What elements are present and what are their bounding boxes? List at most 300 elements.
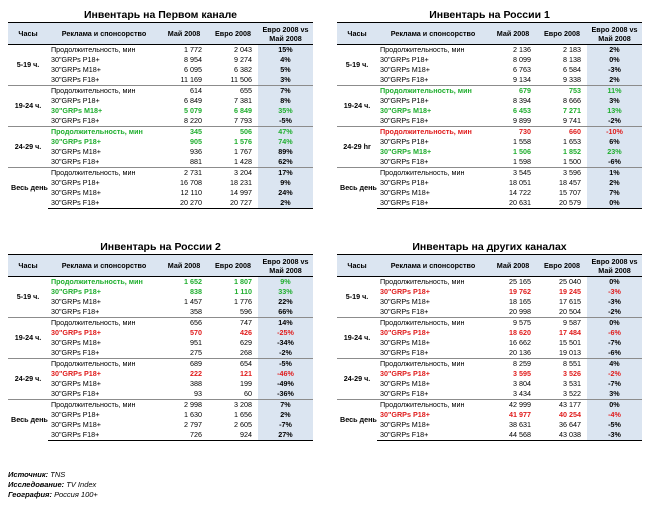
table-row [337, 400, 642, 411]
row-label: 30"GRPs M18+ [380, 379, 430, 388]
value-pct-change: -6% [587, 157, 642, 168]
value-euro: 1 428 [234, 157, 252, 166]
value-pct-change: -3% [587, 287, 642, 297]
value-euro: 3 596 [537, 168, 587, 179]
value-euro: 1 653 [563, 137, 581, 146]
table-row [337, 348, 642, 359]
header-may: Май 2008 [489, 255, 537, 277]
header-hours: Часы [8, 23, 48, 45]
row-label: Продолжительность, мин [48, 168, 160, 179]
value-pct-change: 33% [258, 287, 313, 297]
geo-label: География: [8, 490, 52, 499]
value-pct-change: -36% [258, 389, 313, 400]
row-label: 30"GRPs F18+ [51, 75, 100, 84]
table-row [8, 168, 313, 179]
value-pct-change: 23% [587, 147, 642, 157]
table-row [8, 55, 313, 65]
value-pct-change: 24% [258, 188, 313, 198]
panel-title: Инвентарь на России 1 [429, 9, 550, 21]
time-slot-label: Весь день [337, 400, 377, 441]
value-pct-change: -6% [587, 328, 642, 338]
row-label: 30"GRPs F18+ [48, 430, 160, 441]
table-row [337, 127, 642, 138]
panel-russia-2 [8, 240, 313, 441]
table-row [8, 307, 313, 318]
value-pct-change: -46% [258, 369, 313, 379]
value-pct-change: 11% [587, 86, 642, 97]
value-euro: 3 531 [563, 379, 581, 388]
value-may: 1 598 [513, 157, 531, 166]
time-slot-label: 24-29 ч. [337, 359, 377, 400]
time-slot-label: 24-29 hr [337, 127, 377, 168]
table-row [8, 430, 313, 441]
value-euro: 1 656 [234, 410, 252, 419]
table-row [337, 137, 642, 147]
row-label: Продолжительность, мин [377, 168, 489, 179]
value-pct-change: 7% [587, 188, 642, 198]
row-label: Продолжительность, мин [377, 277, 489, 288]
table-row [8, 127, 313, 138]
table-row [8, 389, 313, 400]
value-euro: 3 204 [208, 168, 258, 179]
value-may: 570 [190, 328, 202, 337]
row-label: 30"GRPs F18+ [380, 75, 429, 84]
table-row [8, 410, 313, 420]
value-euro: 655 [208, 86, 258, 97]
value-pct-change: 22% [258, 297, 313, 307]
row-label: 30"GRPs M18+ [51, 147, 101, 156]
value-euro: 19 013 [559, 348, 581, 357]
value-may: 1 506 [513, 147, 531, 156]
value-euro: 1 767 [234, 147, 252, 156]
value-may: 16 708 [180, 178, 202, 187]
value-euro: 6 849 [234, 106, 252, 115]
header-pct: Евро 2008 vs Май 2008 [587, 23, 642, 45]
header-hours: Часы [337, 23, 377, 45]
row-label: 30"GRPs F18+ [51, 157, 100, 166]
value-pct-change: 2% [587, 45, 642, 56]
value-euro: 1 807 [208, 277, 258, 288]
value-euro: 9 274 [234, 55, 252, 64]
table-row [8, 178, 313, 188]
value-may: 14 722 [509, 188, 531, 197]
value-euro: 924 [208, 430, 258, 441]
value-may: 20 631 [489, 198, 537, 209]
table-row [337, 369, 642, 379]
value-may: 2 797 [184, 420, 202, 429]
value-may: 9 899 [513, 116, 531, 125]
value-may: 9 134 [513, 75, 531, 84]
value-euro: 20 504 [559, 307, 581, 316]
value-euro: 1 500 [563, 157, 581, 166]
value-euro: 20 579 [537, 198, 587, 209]
panel-title: Инвентарь на Первом канале [84, 9, 237, 21]
source-notes [8, 470, 98, 500]
value-pct-change: 9% [258, 277, 313, 288]
row-label: 30"GRPs M18+ [380, 65, 430, 74]
row-label: 30"GRPs P18+ [380, 96, 429, 105]
research-value: TV Index [66, 480, 97, 489]
value-may: 93 [194, 389, 202, 398]
table-row [337, 379, 642, 389]
table-row [337, 359, 642, 370]
value-pct-change: 66% [258, 307, 313, 318]
row-label: 30"GRPs M18+ [380, 147, 432, 156]
table-row [8, 338, 313, 348]
value-euro: 3 208 [208, 400, 258, 411]
row-label: 30"GRPs P18+ [51, 410, 100, 419]
header-pct: Евро 2008 vs Май 2008 [587, 255, 642, 277]
row-label: Продолжительность, мин [48, 318, 160, 329]
inventory-table [337, 254, 642, 441]
value-euro: 629 [240, 338, 252, 347]
value-pct-change: 89% [258, 147, 313, 157]
value-may: 345 [160, 127, 208, 138]
value-euro: 18 231 [230, 178, 252, 187]
row-label: 30"GRPs P18+ [380, 287, 430, 296]
value-may: 689 [160, 359, 208, 370]
value-may: 20 136 [509, 348, 531, 357]
header-may: Май 2008 [160, 23, 208, 45]
value-euro: 7 381 [234, 96, 252, 105]
value-may: 6 453 [513, 106, 531, 115]
inventory-table [8, 254, 313, 441]
value-euro: 18 457 [559, 178, 581, 187]
value-euro: 11 506 [230, 75, 252, 84]
time-slot-label: 19-24 ч. [337, 86, 377, 127]
row-label: Продолжительность, мин [377, 86, 489, 97]
table-row [8, 188, 313, 198]
value-may: 8 099 [513, 55, 531, 64]
row-label: 30"GRPs M18+ [380, 106, 432, 115]
table-row [8, 86, 313, 97]
time-slot-label: 5-19 ч. [337, 277, 377, 318]
row-label: 30"GRPs P18+ [51, 178, 100, 187]
table-row [337, 430, 642, 441]
value-may: 38 631 [509, 420, 531, 429]
value-pct-change: 15% [258, 45, 313, 56]
value-euro: 654 [208, 359, 258, 370]
header-may: Май 2008 [160, 255, 208, 277]
value-may: 25 165 [489, 277, 537, 288]
row-label: 30"GRPs F18+ [51, 389, 100, 398]
header-pct: Евро 2008 vs Май 2008 [258, 255, 313, 277]
time-slot-label: Весь день [8, 168, 48, 209]
value-pct-change: 9% [258, 178, 313, 188]
row-label: 30"GRPs M18+ [51, 65, 101, 74]
value-pct-change: 47% [258, 127, 313, 138]
value-may: 1 652 [160, 277, 208, 288]
row-label: 30"GRPs P18+ [380, 328, 430, 337]
header-item: Реклама и спонсорство [377, 255, 489, 277]
value-may: 8 220 [184, 116, 202, 125]
row-label: Продолжительность, мин [377, 45, 489, 56]
value-may: 5 079 [184, 106, 202, 115]
table-row [8, 96, 313, 106]
row-label: 30"GRPs F18+ [380, 348, 429, 357]
row-label: 30"GRPs P18+ [51, 96, 100, 105]
time-slot-label: 24-29 ч. [8, 127, 48, 168]
header-hours: Часы [337, 255, 377, 277]
table-row [337, 328, 642, 338]
row-label: 30"GRPs M18+ [380, 188, 430, 197]
row-label: 30"GRPs M18+ [51, 420, 101, 429]
value-euro: 15 501 [559, 338, 581, 347]
value-euro: 7 271 [563, 106, 581, 115]
value-euro: 3 526 [563, 369, 581, 378]
row-label: 30"GRPs M18+ [51, 106, 103, 115]
table-row [8, 359, 313, 370]
value-euro: 7 793 [234, 116, 252, 125]
source-value: TNS [50, 470, 66, 479]
table-row [337, 277, 642, 288]
value-pct-change: 0% [587, 400, 642, 411]
value-euro: 43 177 [537, 400, 587, 411]
value-may: 388 [190, 379, 202, 388]
value-euro: 753 [537, 86, 587, 97]
value-pct-change: -5% [258, 359, 313, 370]
value-euro: 25 040 [537, 277, 587, 288]
table-row [8, 297, 313, 307]
row-label: 30"GRPs P18+ [380, 369, 430, 378]
value-euro: 8 551 [537, 359, 587, 370]
row-label: Продолжительность, мин [48, 127, 160, 138]
row-label: 30"GRPs M18+ [380, 297, 430, 306]
value-pct-change: -3% [587, 65, 642, 75]
row-label: 30"GRPs P18+ [380, 137, 429, 146]
value-may: 44 568 [489, 430, 537, 441]
value-pct-change: 35% [258, 106, 313, 116]
value-pct-change: -7% [258, 420, 313, 430]
value-pct-change: 7% [258, 400, 313, 411]
value-pct-change: 74% [258, 137, 313, 147]
row-label: 30"GRPs M18+ [51, 188, 101, 197]
value-may: 1 457 [184, 297, 202, 306]
row-label: 30"GRPs F18+ [380, 157, 429, 166]
panel-other-channels [337, 240, 642, 441]
row-label: 30"GRPs P18+ [380, 55, 429, 64]
value-may: 18 051 [509, 178, 531, 187]
row-label: 30"GRPs F18+ [48, 198, 160, 209]
panel-title: Инвентарь на других каналах [412, 241, 567, 253]
time-slot-label: 19-24 ч. [8, 318, 48, 359]
table-row [337, 157, 642, 168]
row-label: 30"GRPs F18+ [380, 116, 429, 125]
table-row [337, 287, 642, 297]
value-may: 2 136 [489, 45, 537, 56]
time-slot-label: 24-29 ч. [8, 359, 48, 400]
table-row [8, 157, 313, 168]
table-row [8, 45, 313, 56]
value-euro: 199 [240, 379, 252, 388]
value-euro: 6 584 [563, 65, 581, 74]
time-slot-label: Весь день [337, 168, 377, 209]
value-may: 6 095 [184, 65, 202, 74]
row-label: 30"GRPs F18+ [377, 430, 489, 441]
value-euro: 6 382 [234, 65, 252, 74]
value-euro: 506 [208, 127, 258, 138]
value-euro: 17 615 [559, 297, 581, 306]
header-euro: Евро 2008 [208, 23, 258, 45]
value-pct-change: -25% [258, 328, 313, 338]
value-pct-change: 13% [587, 106, 642, 116]
value-pct-change: 3% [587, 389, 642, 400]
row-label: 30"GRPs P18+ [51, 137, 101, 146]
table-row [337, 45, 642, 56]
value-euro: 1 852 [563, 147, 581, 156]
value-pct-change: 8% [258, 96, 313, 106]
row-label: 30"GRPs P18+ [380, 178, 429, 187]
table-row [8, 348, 313, 359]
value-pct-change: 14% [258, 318, 313, 329]
geo-value: Россия 100+ [54, 490, 98, 499]
value-may: 726 [160, 430, 208, 441]
value-pct-change: 3% [258, 75, 313, 86]
row-label: Продолжительность, мин [377, 127, 489, 138]
value-may: 18 620 [509, 328, 531, 337]
header-item: Реклама и спонсорство [48, 255, 160, 277]
value-pct-change: -6% [587, 348, 642, 359]
value-euro: 660 [537, 127, 587, 138]
table-row [337, 55, 642, 65]
value-pct-change: -2% [258, 348, 313, 359]
value-euro: 9 587 [537, 318, 587, 329]
table-row [8, 369, 313, 379]
value-euro: 1 776 [234, 297, 252, 306]
value-may: 20 998 [509, 307, 531, 316]
value-may: 1 558 [513, 137, 531, 146]
row-label: Продолжительность, мин [377, 400, 489, 411]
row-label: 30"GRPs P18+ [51, 369, 101, 378]
table-row [8, 65, 313, 75]
value-euro: 2 043 [208, 45, 258, 56]
header-euro: Евро 2008 [537, 23, 587, 45]
value-euro: 2 605 [234, 420, 252, 429]
value-pct-change: 0% [587, 198, 642, 209]
value-may: 358 [190, 307, 202, 316]
row-label: 30"GRPs F18+ [380, 389, 429, 398]
value-pct-change: 0% [587, 277, 642, 288]
table-row [337, 338, 642, 348]
value-pct-change: 2% [587, 178, 642, 188]
value-euro: 9 338 [563, 75, 581, 84]
row-label: 30"GRPs P18+ [380, 410, 430, 419]
value-pct-change: -7% [587, 338, 642, 348]
inventory-table [337, 22, 642, 209]
row-label: 30"GRPs M18+ [51, 297, 101, 306]
value-euro: 2 183 [537, 45, 587, 56]
value-may: 951 [190, 338, 202, 347]
value-euro: 8 138 [563, 55, 581, 64]
value-may: 8 394 [513, 96, 531, 105]
table-row [8, 137, 313, 147]
source-label: Источник: [8, 470, 49, 479]
table-row [337, 198, 642, 209]
value-pct-change: 7% [258, 86, 313, 97]
value-may: 222 [190, 369, 202, 378]
inventory-table [8, 22, 313, 209]
row-label: 30"GRPs F18+ [51, 307, 100, 316]
table-row [8, 116, 313, 127]
table-row [337, 188, 642, 198]
row-label: Продолжительность, мин [48, 359, 160, 370]
row-label: 30"GRPs P18+ [51, 287, 101, 296]
value-may: 41 977 [509, 410, 531, 419]
table-row [337, 297, 642, 307]
header-may: Май 2008 [489, 23, 537, 45]
value-pct-change: -5% [587, 420, 642, 430]
header-item: Реклама и спонсорство [48, 23, 160, 45]
value-euro: 17 484 [559, 328, 581, 337]
time-slot-label: 5-19 ч. [8, 277, 48, 318]
value-pct-change: -34% [258, 338, 313, 348]
value-euro: 1 110 [234, 287, 252, 296]
value-pct-change: 2% [258, 410, 313, 420]
row-label: 30"GRPs M18+ [51, 338, 101, 347]
row-label: 30"GRPs F18+ [51, 348, 100, 357]
value-may: 2 998 [160, 400, 208, 411]
time-slot-label: 19-24 ч. [8, 86, 48, 127]
value-pct-change: 4% [587, 359, 642, 370]
value-pct-change: 62% [258, 157, 313, 168]
value-may: 3 545 [489, 168, 537, 179]
table-row [8, 318, 313, 329]
value-may: 6 849 [184, 96, 202, 105]
panel-channel-1 [8, 8, 313, 209]
value-pct-change: 1% [587, 168, 642, 179]
value-may: 679 [489, 86, 537, 97]
value-may: 656 [160, 318, 208, 329]
value-pct-change: 3% [587, 96, 642, 106]
value-may: 905 [190, 137, 202, 146]
table-row [337, 178, 642, 188]
table-row [337, 106, 642, 116]
time-slot-label: 19-24 ч. [337, 318, 377, 359]
value-pct-change: -3% [587, 297, 642, 307]
table-row [337, 307, 642, 318]
row-label: Продолжительность, мин [48, 45, 160, 56]
value-may: 936 [190, 147, 202, 156]
row-label: 30"GRPs F18+ [51, 116, 100, 125]
value-euro: 426 [240, 328, 252, 337]
value-pct-change: 5% [258, 65, 313, 75]
value-pct-change: 0% [587, 318, 642, 329]
value-may: 275 [190, 348, 202, 357]
panel-russia-1 [337, 8, 642, 209]
value-euro: 121 [240, 369, 252, 378]
geo-line [8, 490, 98, 500]
value-euro: 596 [240, 307, 252, 316]
value-pct-change: -4% [587, 410, 642, 420]
value-may: 18 165 [509, 297, 531, 306]
table-row [337, 410, 642, 420]
row-label: 30"GRPs M18+ [380, 338, 430, 347]
value-pct-change: -2% [587, 307, 642, 318]
table-row [8, 328, 313, 338]
value-may: 9 575 [489, 318, 537, 329]
header-item: Реклама и спонсорство [377, 23, 489, 45]
research-line [8, 480, 98, 490]
value-euro: 15 707 [559, 188, 581, 197]
value-may: 3 434 [513, 389, 531, 398]
value-may: 6 763 [513, 65, 531, 74]
value-euro: 60 [244, 389, 252, 398]
time-slot-label: 5-19 ч. [337, 45, 377, 86]
source-line [8, 470, 98, 480]
value-euro: 43 038 [537, 430, 587, 441]
table-row [337, 389, 642, 400]
value-euro: 14 997 [230, 188, 252, 197]
